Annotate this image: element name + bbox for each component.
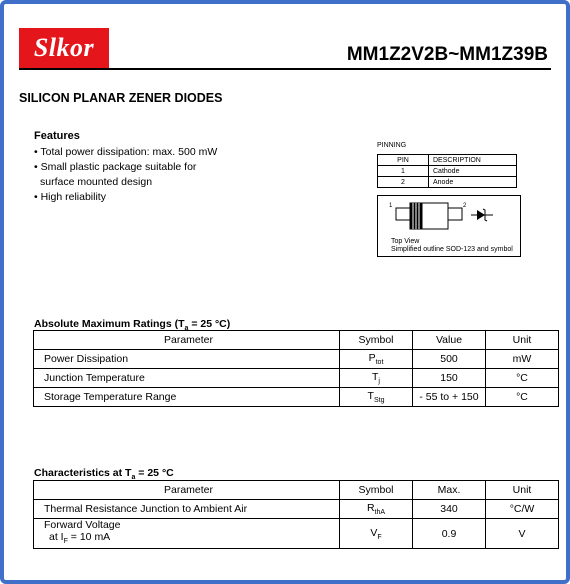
table-header-row: [378, 155, 517, 166]
value-cell: 0.9: [413, 519, 486, 549]
features-heading: Features: [34, 130, 80, 142]
symbol-header: Symbol: [340, 331, 413, 350]
value-cell: 340: [413, 500, 486, 519]
unit-cell: °C: [486, 388, 559, 407]
parameter-cell: Junction Temperature: [34, 369, 340, 388]
sod123-outline-drawing: [378, 196, 520, 238]
unit-header: Unit: [486, 331, 559, 350]
table-row: [34, 388, 559, 407]
parameter-cell: Storage Temperature Range: [34, 388, 340, 407]
feature-item: • High reliability: [34, 191, 106, 203]
pinning-table: [377, 154, 517, 188]
table-row: [34, 519, 559, 549]
pin-number: 2: [378, 177, 429, 188]
parameter-header: Parameter: [34, 481, 340, 500]
unit-cell: mW: [486, 350, 559, 369]
parameter-cell: Forward Voltage at $I_F = 10$ mA: [34, 519, 340, 549]
feature-item: surface mounted design: [40, 176, 153, 188]
symbol-cell: $T_{Stg}$: [340, 388, 413, 407]
symbol-cell: $P_{tot}$: [340, 350, 413, 369]
table-row: [34, 350, 559, 369]
table-header-row: [34, 481, 559, 500]
unit-cell: °C/W: [486, 500, 559, 519]
zener-symbol-icon: [471, 209, 493, 221]
ratings-table: [33, 330, 559, 407]
pin2-label: 2: [463, 203, 467, 209]
table-row: [34, 500, 559, 519]
table-row: [378, 166, 517, 177]
unit-cell: V: [486, 519, 559, 549]
pinning-title: PINNING: [377, 142, 407, 149]
value-header: Value: [413, 331, 486, 350]
pin-description: Cathode: [429, 166, 517, 177]
parameter-header: Parameter: [34, 331, 340, 350]
table-row: [378, 177, 517, 188]
table-row: [34, 369, 559, 388]
characteristics-heading: Characteristics at $T_a = 25$ °C: [34, 467, 174, 482]
pin-description: Anode: [429, 177, 517, 188]
symbol-header: Symbol: [340, 481, 413, 500]
model-range-title: MM1Z2V2B~MM1Z39B: [346, 44, 548, 65]
feature-item: • Total power dissipation: max. 500 mW: [34, 146, 218, 158]
brand-logo: Slkor: [19, 28, 109, 68]
table-header-row: [34, 331, 559, 350]
symbol-cell: $R_{thA}$: [340, 500, 413, 519]
diagram-caption: Simplified outline SOD-123 and symbol: [391, 246, 513, 253]
package-diagram: [377, 195, 521, 257]
header-divider: [19, 68, 551, 70]
parameter-cell: Power Dissipation: [34, 350, 340, 369]
document-subtitle: SILICON PLANAR ZENER DIODES: [19, 91, 223, 105]
diagram-caption: Top View: [391, 238, 420, 245]
parameter-cell: Thermal Resistance Junction to Ambient Air: [34, 500, 340, 519]
value-cell: 500: [413, 350, 486, 369]
characteristics-table: [33, 480, 559, 549]
pin1-label: 1: [389, 203, 393, 209]
max-header: Max.: [413, 481, 486, 500]
unit-cell: °C: [486, 369, 559, 388]
ratings-heading: Absolute Maximum Ratings ($T_a = 25$ °C): [34, 318, 231, 333]
value-cell: - 55 to + 150: [413, 388, 486, 407]
feature-item: • Small plastic package suitable for: [34, 161, 197, 173]
pin-number: 1: [378, 166, 429, 177]
description-header: DESCRIPTION: [429, 155, 517, 166]
value-cell: 150: [413, 369, 486, 388]
symbol-cell: $V_F$: [340, 519, 413, 549]
features-section: [34, 129, 217, 205]
unit-header: Unit: [486, 481, 559, 500]
pin-header: PIN: [378, 155, 429, 166]
symbol-cell: $T_j$: [340, 369, 413, 388]
